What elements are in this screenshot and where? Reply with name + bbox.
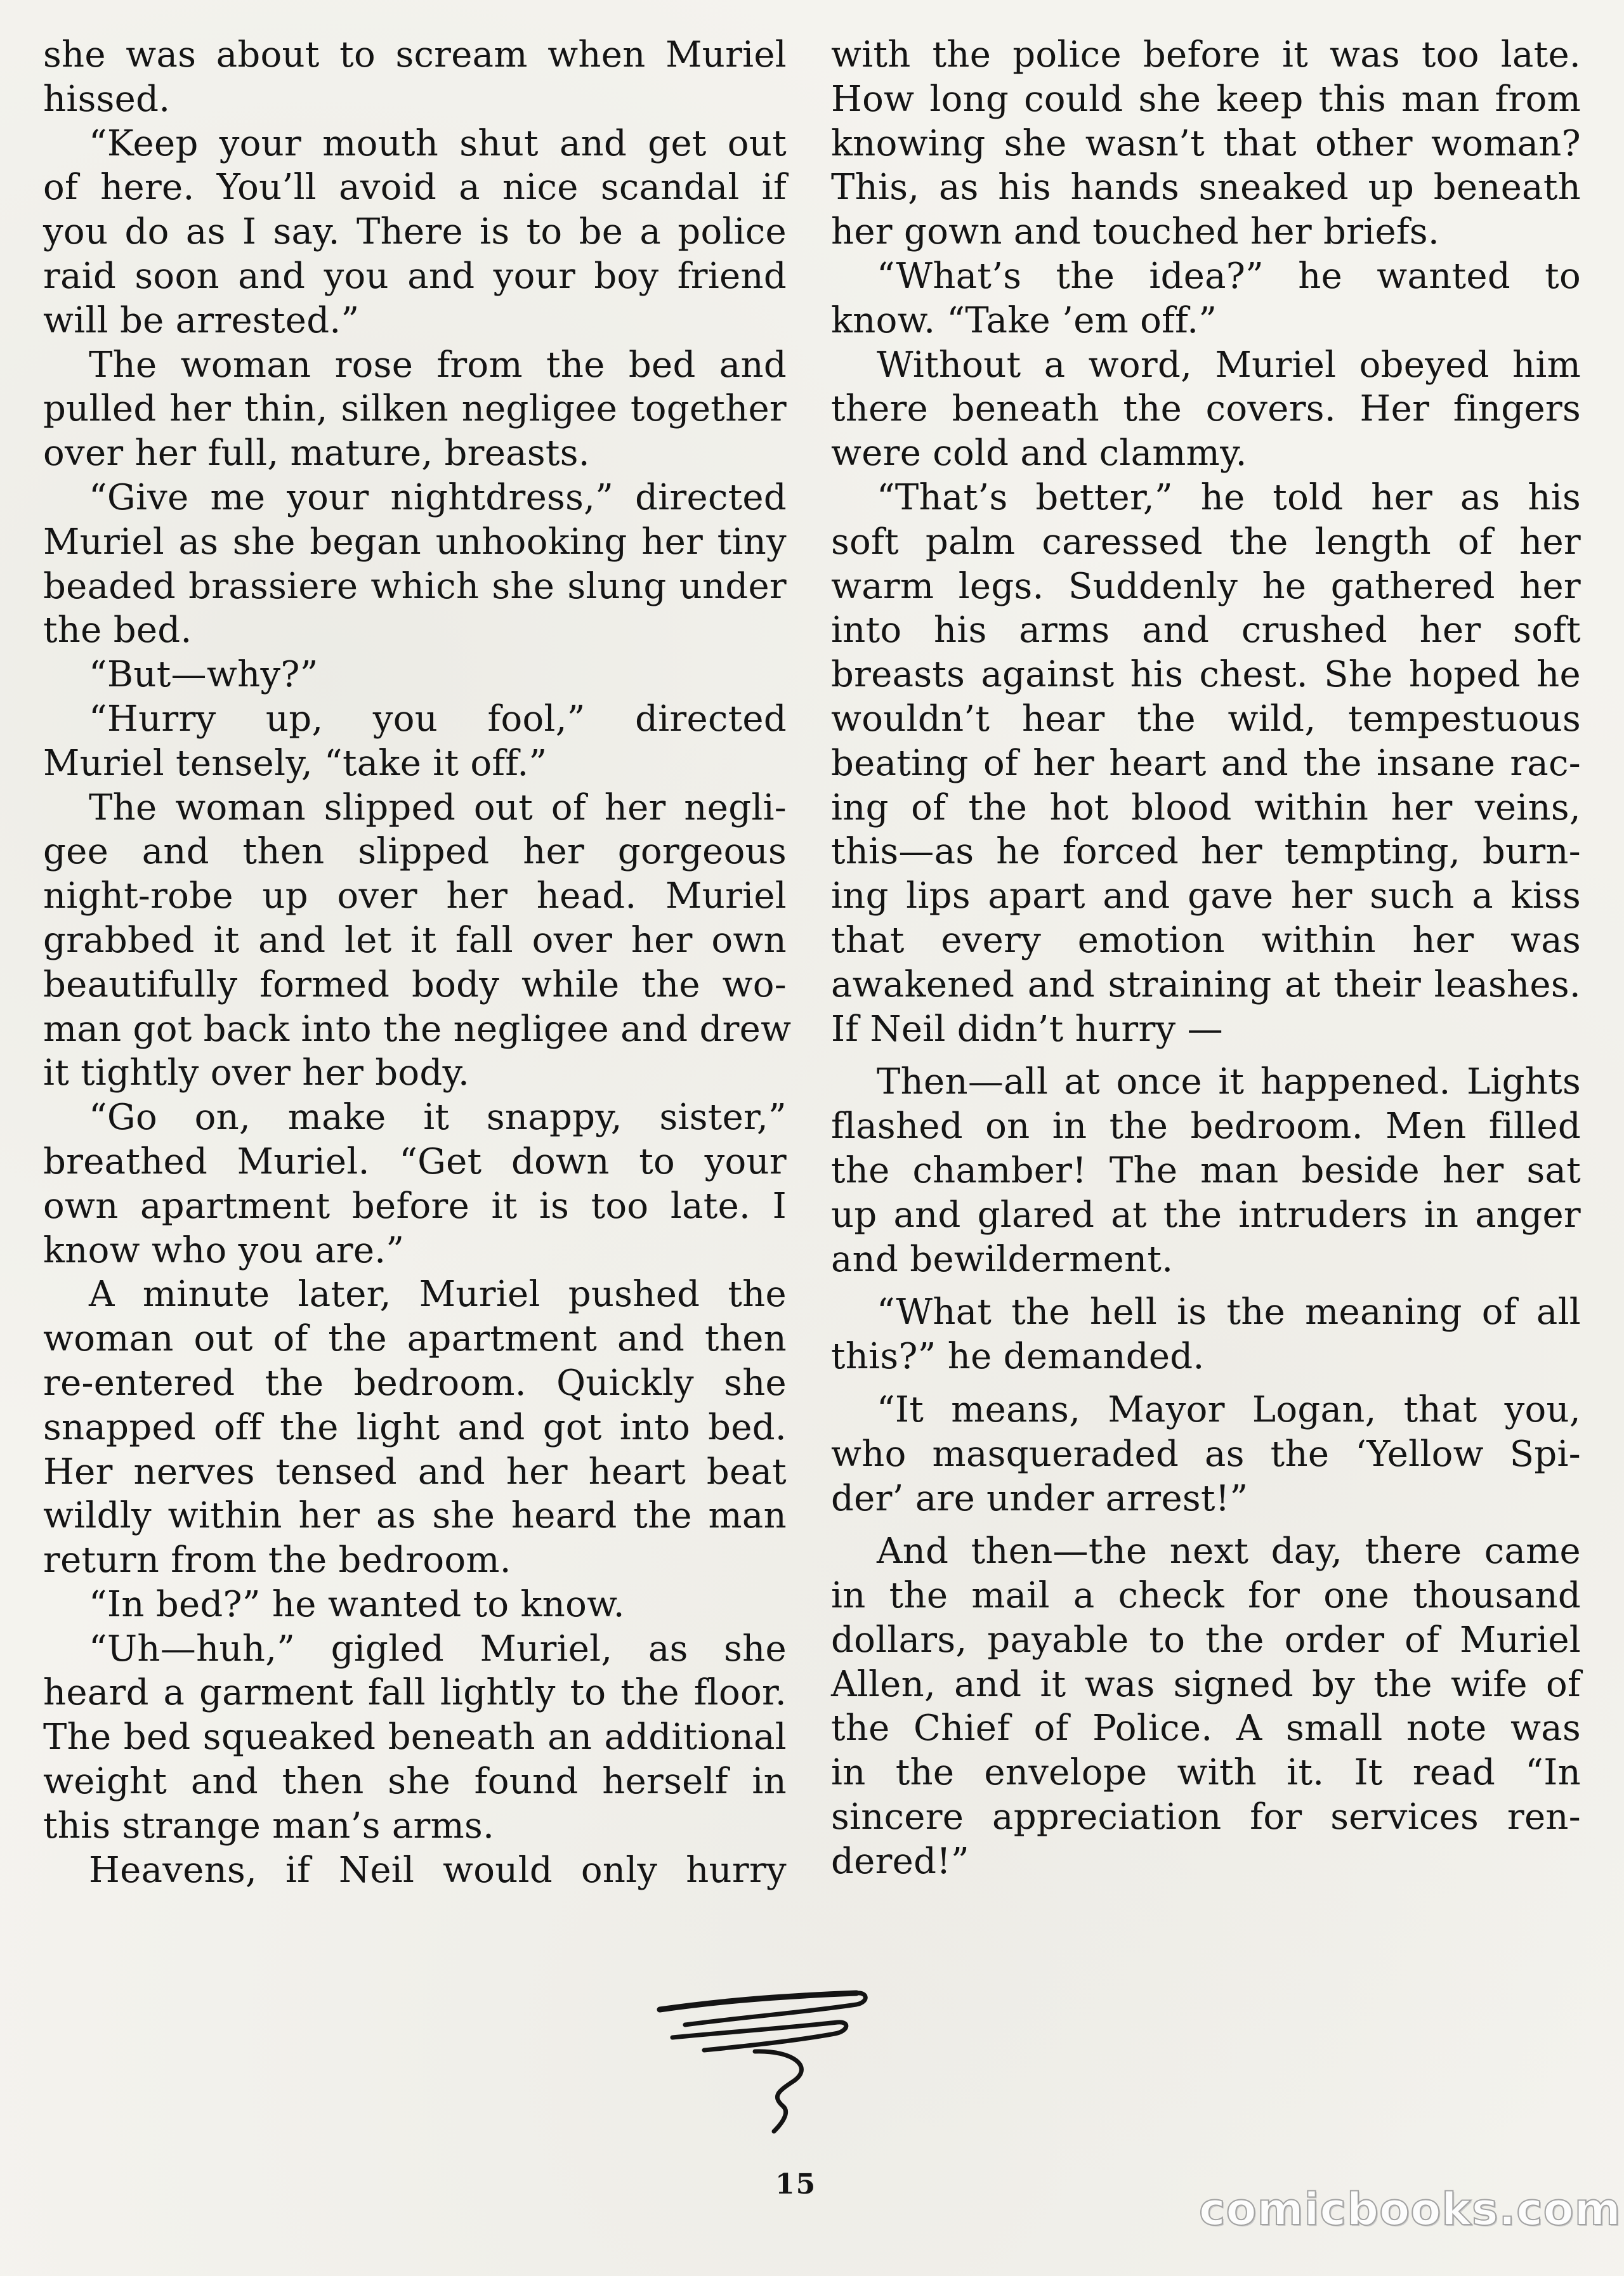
text-line: grabbed it and let it fall over her own: [43, 919, 787, 961]
paragraph-gap: [831, 1281, 1581, 1290]
text-line: her gown and touched her briefs.: [831, 211, 1440, 253]
text-line: woman out of the apartment and then: [43, 1318, 787, 1360]
text-line: “It means, Mayor Logan, that you,: [877, 1389, 1581, 1430]
text-line: sincere appreciation for services ren-: [831, 1796, 1581, 1838]
text-line: with the police before it was too late.: [831, 34, 1581, 75]
text-line: Muriel as she began unhooking her tiny: [43, 521, 787, 563]
text-line: there beneath the covers. Her fingers: [831, 388, 1581, 430]
text-line: over her full, mature, breasts.: [43, 433, 590, 474]
text-line: Heavens, if Neil would only hurry: [89, 1849, 787, 1891]
text-line: weight and then she found herself in: [43, 1761, 787, 1803]
text-line: you do as I say. There is to be a police: [43, 211, 787, 253]
text-line: “Hurry up, you fool,” directed: [89, 698, 787, 740]
text-line: this?” he demanded.: [831, 1336, 1205, 1378]
text-line: The bed squeaked beneath an additional: [43, 1717, 787, 1758]
text-line: This, as his hands sneaked up beneath: [831, 167, 1581, 209]
text-line: she was about to scream when Muriel: [43, 34, 787, 75]
text-line: beautifully formed body while the wo-: [43, 964, 787, 1005]
text-line: raid soon and you and your boy friend: [43, 255, 787, 297]
text-line: return from the bedroom.: [43, 1540, 511, 1581]
text-line: gee and then slipped her gorgeous: [43, 831, 787, 873]
text-line: “Uh—huh,” gigled Muriel, as she: [89, 1628, 787, 1670]
text-line: hissed.: [43, 78, 171, 120]
text-line: the Chief of Police. A small note was: [831, 1708, 1581, 1750]
text-line: that every emotion within her was: [831, 919, 1581, 961]
text-line: wouldn’t hear the wild, tempestuous: [831, 698, 1581, 740]
text-line: Allen, and it was signed by the wife of: [831, 1663, 1581, 1705]
text-line: man got back into the negligee and drew: [43, 1008, 792, 1050]
text-line: were cold and clammy.: [831, 433, 1247, 474]
text-line: snapped off the light and got into bed.: [43, 1406, 787, 1448]
text-line: “What’s the idea?” he wanted to: [877, 255, 1581, 297]
text-line: breasts against his chest. She hoped he: [831, 654, 1581, 696]
text-line: “In bed?” he wanted to know.: [89, 1583, 625, 1625]
left-column: [43, 33, 792, 1892]
squiggle-end-mark-icon: [647, 1972, 888, 2149]
paragraph-gap: [831, 1051, 1581, 1060]
text-line: soft palm caressed the length of her: [831, 521, 1581, 563]
text-line: ing of the hot blood within her veins,: [831, 787, 1581, 828]
page-number: 15: [775, 2168, 817, 2201]
text-line: A minute later, Muriel pushed the: [89, 1274, 787, 1316]
text-line: dered!”: [831, 1840, 969, 1882]
text-line: dollars, payable to the order of Muriel: [831, 1619, 1581, 1661]
watermark: comicbooks.com: [1199, 2183, 1621, 2235]
text-line: “Keep your mouth shut and get out: [89, 122, 787, 164]
text-line: If Neil didn’t hurry —: [831, 1008, 1223, 1050]
text-line: who masqueraded as the ‘Yellow Spi-: [831, 1433, 1581, 1475]
text-line: night-robe up over her head. Muriel: [43, 875, 787, 917]
text-line: wildly within her as she heard the man: [43, 1495, 787, 1537]
text-line: the chamber! The man beside her sat: [831, 1149, 1581, 1191]
text-line: heard a garment fall lightly to the floor.: [43, 1672, 787, 1714]
text-line: know. “Take ’em off.”: [831, 299, 1217, 341]
text-line: How long could she keep this man from: [831, 78, 1581, 120]
text-line: The woman slipped out of her negli-: [89, 787, 787, 828]
text-line: The woman rose from the bed and: [89, 344, 787, 386]
text-line: “Give me your nightdress,” directed: [89, 476, 787, 518]
right-column: [831, 33, 1581, 1884]
text-line: Muriel tensely, “take it off.”: [43, 742, 547, 784]
text-line: warm legs. Suddenly he gathered her: [831, 565, 1581, 607]
paragraph-gap: [831, 1521, 1581, 1529]
text-line: it tightly over her body.: [43, 1052, 470, 1094]
text-line: awakened and straining at their leashes.: [831, 964, 1581, 1005]
text-line: knowing she wasn’t that other woman?: [831, 122, 1581, 164]
text-line: “Go on, make it snappy, sister,”: [89, 1097, 787, 1139]
text-line: flashed on in the bedroom. Men filled: [831, 1106, 1581, 1148]
text-line: this—as he forced her tempting, burn-: [831, 831, 1581, 873]
text-line: in the envelope with it. It read “In: [831, 1752, 1581, 1794]
text-line: “But—why?”: [89, 654, 318, 696]
text-line: “That’s better,” he told her as his: [877, 476, 1581, 518]
text-line: “What the hell is the meaning of all: [877, 1292, 1581, 1333]
text-line: beaded brassiere which she slung under: [43, 565, 787, 607]
text-line: of here. You’ll avoid a nice scandal if: [43, 167, 787, 209]
paragraph-gap: [831, 1379, 1581, 1388]
text-line: will be arrested.”: [43, 299, 360, 341]
text-line: this strange man’s arms.: [43, 1805, 495, 1847]
text-line: up and glared at the intruders in anger: [831, 1194, 1581, 1236]
text-line: beating of her heart and the insane rac-: [831, 742, 1581, 784]
text-line: pulled her thin, silken negligee together: [43, 388, 787, 430]
text-line: own apartment before it is too late. I: [43, 1185, 787, 1227]
text-line: know who you are.”: [43, 1229, 405, 1271]
text-line: Then—all at once it happened. Lights: [877, 1061, 1581, 1103]
text-line: re-entered the bedroom. Quickly she: [43, 1362, 787, 1404]
text-line: And then—the next day, there came: [877, 1531, 1581, 1573]
text-line: der’ are under arrest!”: [831, 1477, 1248, 1519]
text-line: the bed.: [43, 610, 192, 651]
text-line: ing lips apart and gave her such a kiss: [831, 875, 1581, 917]
text-line: Without a word, Muriel obeyed him: [877, 344, 1581, 386]
text-line: and bewilderment.: [831, 1238, 1174, 1280]
text-line: breathed Muriel. “Get down to your: [43, 1141, 787, 1182]
text-line: in the mail a check for one thousand: [831, 1575, 1581, 1617]
text-line: into his arms and crushed her soft: [831, 610, 1581, 651]
text-line: Her nerves tensed and her heart beat: [43, 1451, 787, 1493]
